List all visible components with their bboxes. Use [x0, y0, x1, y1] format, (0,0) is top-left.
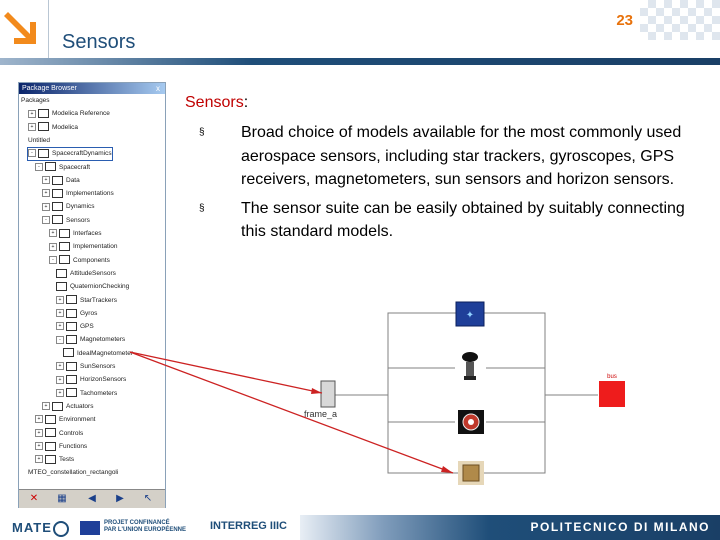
slide-title: Sensors	[62, 31, 136, 53]
bullet-text: Broad choice of models available for the most commonly used aerospace sensors, including star trackers, gyroscopes, GPS receivers, magnetometers, sun sensors and horizon sensors.	[241, 124, 682, 188]
eu-line1: PROJET CONFINANCÉ	[104, 520, 170, 526]
expand-icon[interactable]: +	[42, 203, 50, 211]
tree-item-label: Components	[73, 256, 110, 264]
expand-icon[interactable]: +	[49, 243, 57, 251]
expand-icon[interactable]: +	[42, 402, 50, 410]
tree-item-label: AttitudeSensors	[70, 269, 116, 277]
tree-item-label: Untitled	[28, 136, 51, 144]
interreg-logo	[210, 520, 287, 532]
expand-icon[interactable]: +	[56, 322, 64, 330]
tree-item-label: Interfaces	[73, 230, 102, 237]
expand-icon[interactable]: +	[56, 389, 64, 397]
interreg-text: INTERREG IIIC	[210, 520, 288, 532]
star-icon: ✦	[465, 310, 475, 321]
tree-item-label: MTEO_constellation_rectangoli	[28, 469, 119, 477]
close-icon[interactable]: x	[156, 84, 160, 93]
bullet-text: The sensor suite can be easily obtained by suitably connecting this standard models.	[241, 199, 685, 240]
bullet-mark: §	[199, 202, 205, 214]
tree-item-label: Implementation	[73, 243, 118, 251]
mateo-text: MATE	[12, 520, 52, 535]
tree-item-label: Spacecraft	[59, 163, 91, 171]
tree-item-label: Modelica Reference	[52, 110, 110, 118]
expand-icon[interactable]: +	[28, 110, 36, 118]
sun-sensor-block[interactable]	[462, 352, 478, 380]
expand-icon[interactable]: +	[56, 309, 64, 317]
frame-a-block[interactable]	[321, 381, 335, 407]
tree-item-label: Gyros	[80, 309, 98, 317]
collapse-icon[interactable]: -	[35, 163, 43, 171]
package-browser-title: Package Browser	[22, 85, 77, 92]
bullet-mark: §	[199, 127, 205, 138]
frame-a-label: frame_a	[304, 409, 338, 419]
arrow-right-icon[interactable]: ▶	[116, 493, 124, 504]
pointer-icon[interactable]: ↖	[143, 493, 153, 504]
expand-icon[interactable]: +	[56, 296, 64, 304]
expand-icon[interactable]: +	[49, 229, 57, 237]
tree-item-label: QuaternionChecking	[70, 283, 130, 291]
tree-item-label: Dynamics	[66, 203, 95, 211]
arrowhead-icon	[311, 388, 322, 394]
expand-icon[interactable]: +	[56, 376, 64, 384]
mateo-o-icon	[53, 521, 69, 537]
grid-icon[interactable]: ▦	[57, 493, 67, 504]
tree-item-label: Magnetometers	[80, 336, 126, 344]
collapse-icon[interactable]: -	[42, 216, 50, 224]
tree-item-label: IdealMagnetometer	[77, 349, 134, 357]
expand-icon[interactable]: +	[42, 176, 50, 184]
eu-flag-icon	[80, 521, 100, 535]
bus-block[interactable]	[599, 381, 625, 407]
expand-icon[interactable]: +	[35, 442, 43, 450]
expand-icon[interactable]: +	[35, 455, 43, 463]
close-model-icon[interactable]: ✕	[29, 493, 39, 504]
page-number: 23	[616, 12, 633, 29]
tree-item-label: Functions	[59, 442, 88, 450]
collapse-icon[interactable]: -	[28, 149, 36, 157]
university-name: POLITECNICO DI MILANO	[530, 520, 710, 534]
tree-item-label: Modelica	[52, 123, 79, 131]
mateo-logo	[12, 518, 69, 538]
tree-item-label: Implementations	[66, 190, 114, 198]
tree-item-label: Actuators	[66, 402, 94, 410]
tree-item-label: HorizonSensors	[80, 376, 127, 384]
subhead-suffix: :	[243, 94, 249, 111]
collapse-icon[interactable]: -	[56, 336, 64, 344]
arrowhead-icon	[441, 466, 453, 473]
expand-icon[interactable]: +	[56, 362, 64, 370]
tree-item-label: SpacecraftDynamics	[52, 150, 112, 158]
eu-line2: PAR L'UNION EUROPÉENNE	[104, 527, 186, 533]
eu-caption	[104, 520, 186, 534]
expand-icon[interactable]: +	[35, 415, 43, 423]
bus-label: bus	[607, 374, 617, 380]
tree-item-label: Tests	[59, 456, 75, 464]
tree-item-label: Tachometers	[80, 389, 118, 397]
tree-item-label: SunSensors	[80, 363, 116, 370]
subhead-keyword: Sensors	[185, 94, 244, 111]
gyro-block[interactable]	[458, 410, 484, 434]
tree-item-label: GPS	[80, 323, 94, 331]
connection-wires	[335, 313, 598, 473]
expand-icon[interactable]: +	[28, 123, 36, 131]
magnetometer-block[interactable]	[458, 461, 484, 485]
collapse-icon[interactable]: -	[49, 256, 57, 264]
tree-item-label: Data	[66, 176, 80, 184]
tree-item-label: Packages	[21, 97, 50, 104]
tree-item-label: Controls	[59, 429, 84, 437]
expand-icon[interactable]: +	[42, 189, 50, 197]
tree-item-label: StarTrackers	[80, 296, 117, 304]
tree-item-label: Environment	[59, 416, 96, 424]
tree-item-label: Sensors	[66, 216, 90, 224]
arrow-left-icon[interactable]: ◀	[88, 493, 96, 504]
expand-icon[interactable]: +	[35, 429, 43, 437]
annotation-arrows	[130, 352, 453, 473]
